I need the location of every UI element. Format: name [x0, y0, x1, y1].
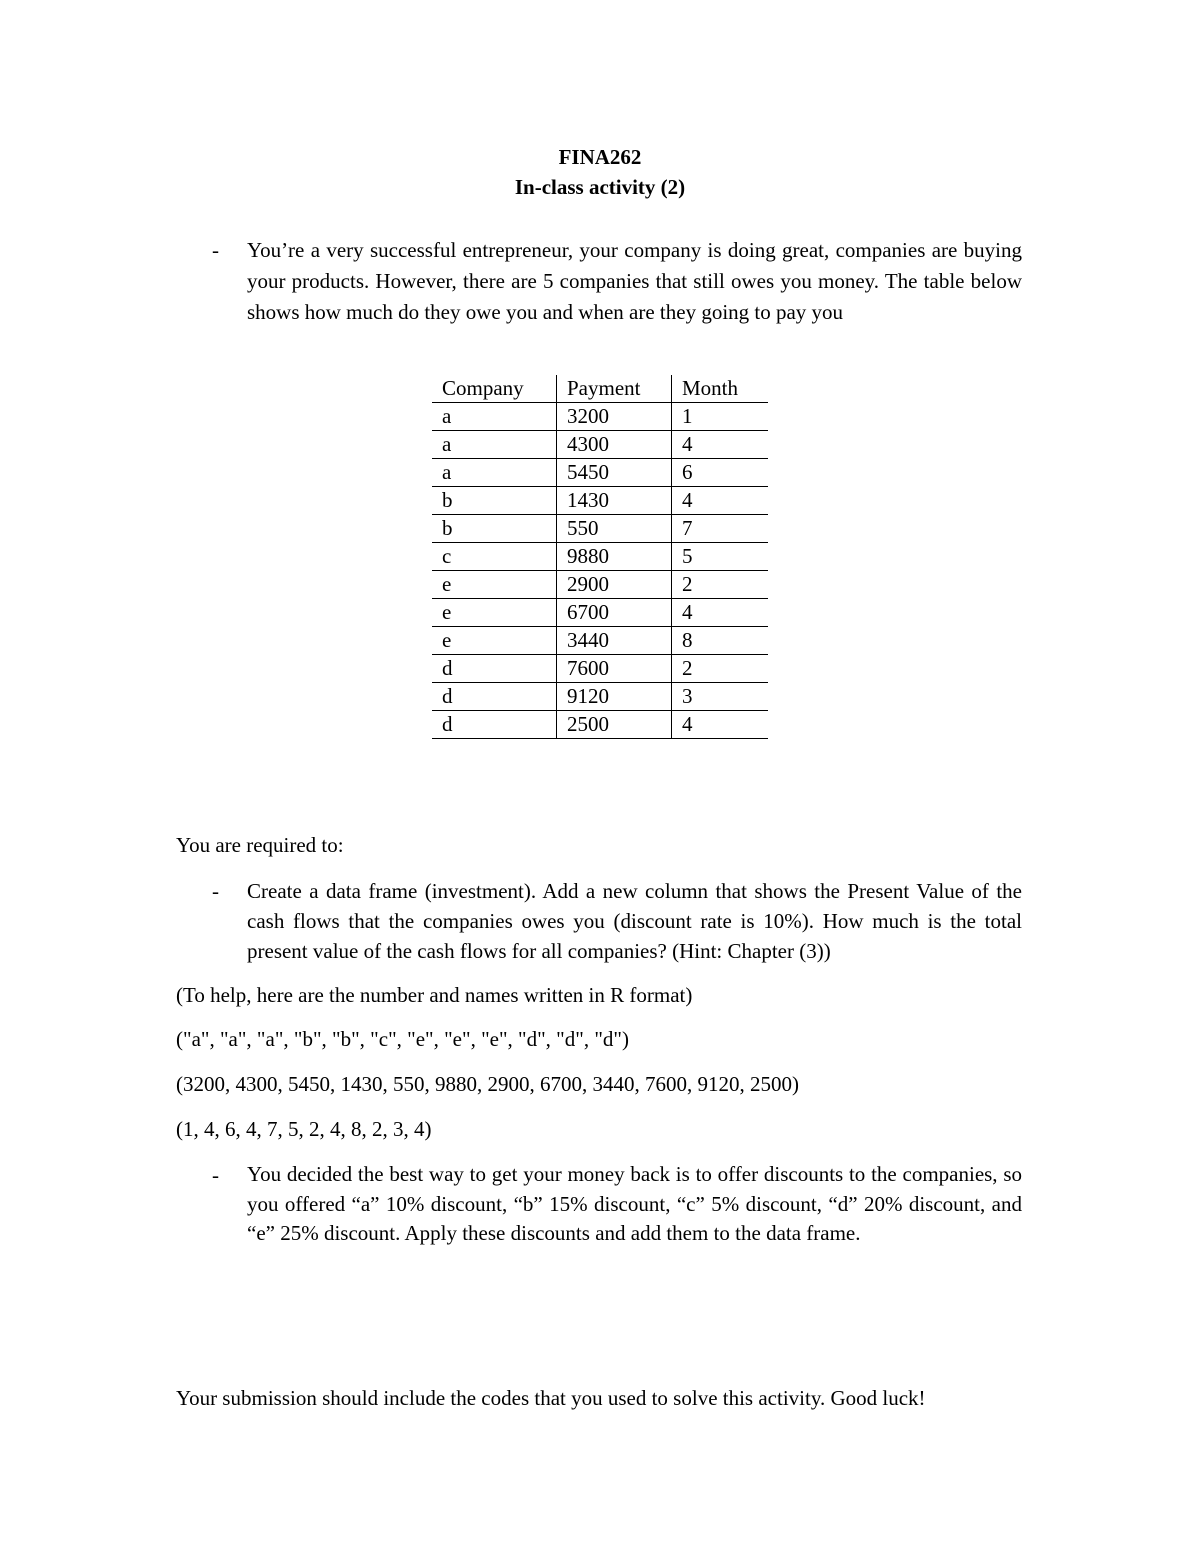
- table-row: [432, 515, 768, 543]
- task2-text: You decided the best way to get your money back is to offer discounts to the companies, so you offered “a” 10% discount, “b” 15% discount, “c” 5% discount, “d” 20% discount, and “e” 25% discount. Apply these discounts and add them to the data frame.: [247, 1162, 1022, 1245]
- table-row: [432, 655, 768, 683]
- payment-cell: 550: [557, 515, 672, 543]
- course-title: FINA262: [558, 145, 642, 169]
- column-header-month: Month: [672, 375, 769, 403]
- company-cell: e: [432, 571, 557, 599]
- company-cell: d: [432, 683, 557, 711]
- payment-cell: 3200: [557, 403, 672, 431]
- table-row: [432, 487, 768, 515]
- help-note: (To help, here are the number and names written in R format): [176, 983, 693, 1007]
- task1-bullet: [176, 876, 1022, 966]
- table-row: [432, 543, 768, 571]
- company-cell: d: [432, 655, 557, 683]
- task2-bullet: [176, 1160, 1022, 1249]
- dash-bullet: -: [212, 238, 219, 262]
- dash-bullet: -: [212, 1163, 219, 1187]
- payment-cell: 2500: [557, 711, 672, 739]
- company-cell: e: [432, 599, 557, 627]
- company-cell: b: [432, 487, 557, 515]
- months-vector: (1, 4, 6, 4, 7, 5, 2, 4, 8, 2, 3, 4): [176, 1117, 432, 1141]
- company-cell: c: [432, 543, 557, 571]
- month-cell: 7: [672, 515, 769, 543]
- payment-cell: 9880: [557, 543, 672, 571]
- month-cell: 2: [672, 571, 769, 599]
- task1-text: Create a data frame (investment). Add a new column that shows the Present Value of the cash flows that the companies owes you (discount rate is 10%). How much is the total present value of the cash flows for all companies? (Hint: Chapter (3)): [247, 879, 1022, 963]
- payment-cell: 4300: [557, 431, 672, 459]
- table-row: [432, 599, 768, 627]
- company-cell: a: [432, 431, 557, 459]
- payments-table: [432, 375, 768, 739]
- table-row: [432, 431, 768, 459]
- payments-vector: (3200, 4300, 5450, 1430, 550, 9880, 2900, 6700, 3440, 7600, 9120, 2500): [176, 1072, 799, 1096]
- company-cell: a: [432, 459, 557, 487]
- month-cell: 3: [672, 683, 769, 711]
- table-row: [432, 711, 768, 739]
- month-cell: 4: [672, 599, 769, 627]
- table-row: [432, 627, 768, 655]
- payment-cell: 7600: [557, 655, 672, 683]
- month-cell: 1: [672, 403, 769, 431]
- column-header-company: Company: [432, 375, 557, 403]
- month-cell: 4: [672, 711, 769, 739]
- table-header-row: [432, 375, 768, 403]
- month-cell: 5: [672, 543, 769, 571]
- submission-note: Your submission should include the codes that you used to solve this activity. Good luck!: [176, 1386, 926, 1410]
- month-cell: 6: [672, 459, 769, 487]
- month-cell: 2: [672, 655, 769, 683]
- company-cell: b: [432, 515, 557, 543]
- table-row: [432, 571, 768, 599]
- company-cell: d: [432, 711, 557, 739]
- table-row: [432, 459, 768, 487]
- payment-cell: 2900: [557, 571, 672, 599]
- month-cell: 8: [672, 627, 769, 655]
- table-row: [432, 403, 768, 431]
- required-label: You are required to:: [176, 833, 344, 857]
- intro-text: You’re a very successful entrepreneur, your company is doing great, companies are buying your products. However, there are 5 companies that still owes you money. The table below shows how much do they owe you and when are they going to pay you: [247, 238, 1022, 324]
- activity-title: In-class activity (2): [514, 175, 686, 199]
- names-vector: ("a", "a", "a", "b", "b", "c", "e", "e", "e", "d", "d", "d"): [176, 1027, 629, 1051]
- payment-cell: 9120: [557, 683, 672, 711]
- company-cell: e: [432, 627, 557, 655]
- month-cell: 4: [672, 487, 769, 515]
- dash-bullet: -: [212, 879, 219, 903]
- intro-bullet: [176, 235, 1022, 328]
- payment-cell: 6700: [557, 599, 672, 627]
- payment-cell: 5450: [557, 459, 672, 487]
- table-row: [432, 683, 768, 711]
- month-cell: 4: [672, 431, 769, 459]
- company-cell: a: [432, 403, 557, 431]
- payment-cell: 3440: [557, 627, 672, 655]
- column-header-payment: Payment: [557, 375, 672, 403]
- payment-cell: 1430: [557, 487, 672, 515]
